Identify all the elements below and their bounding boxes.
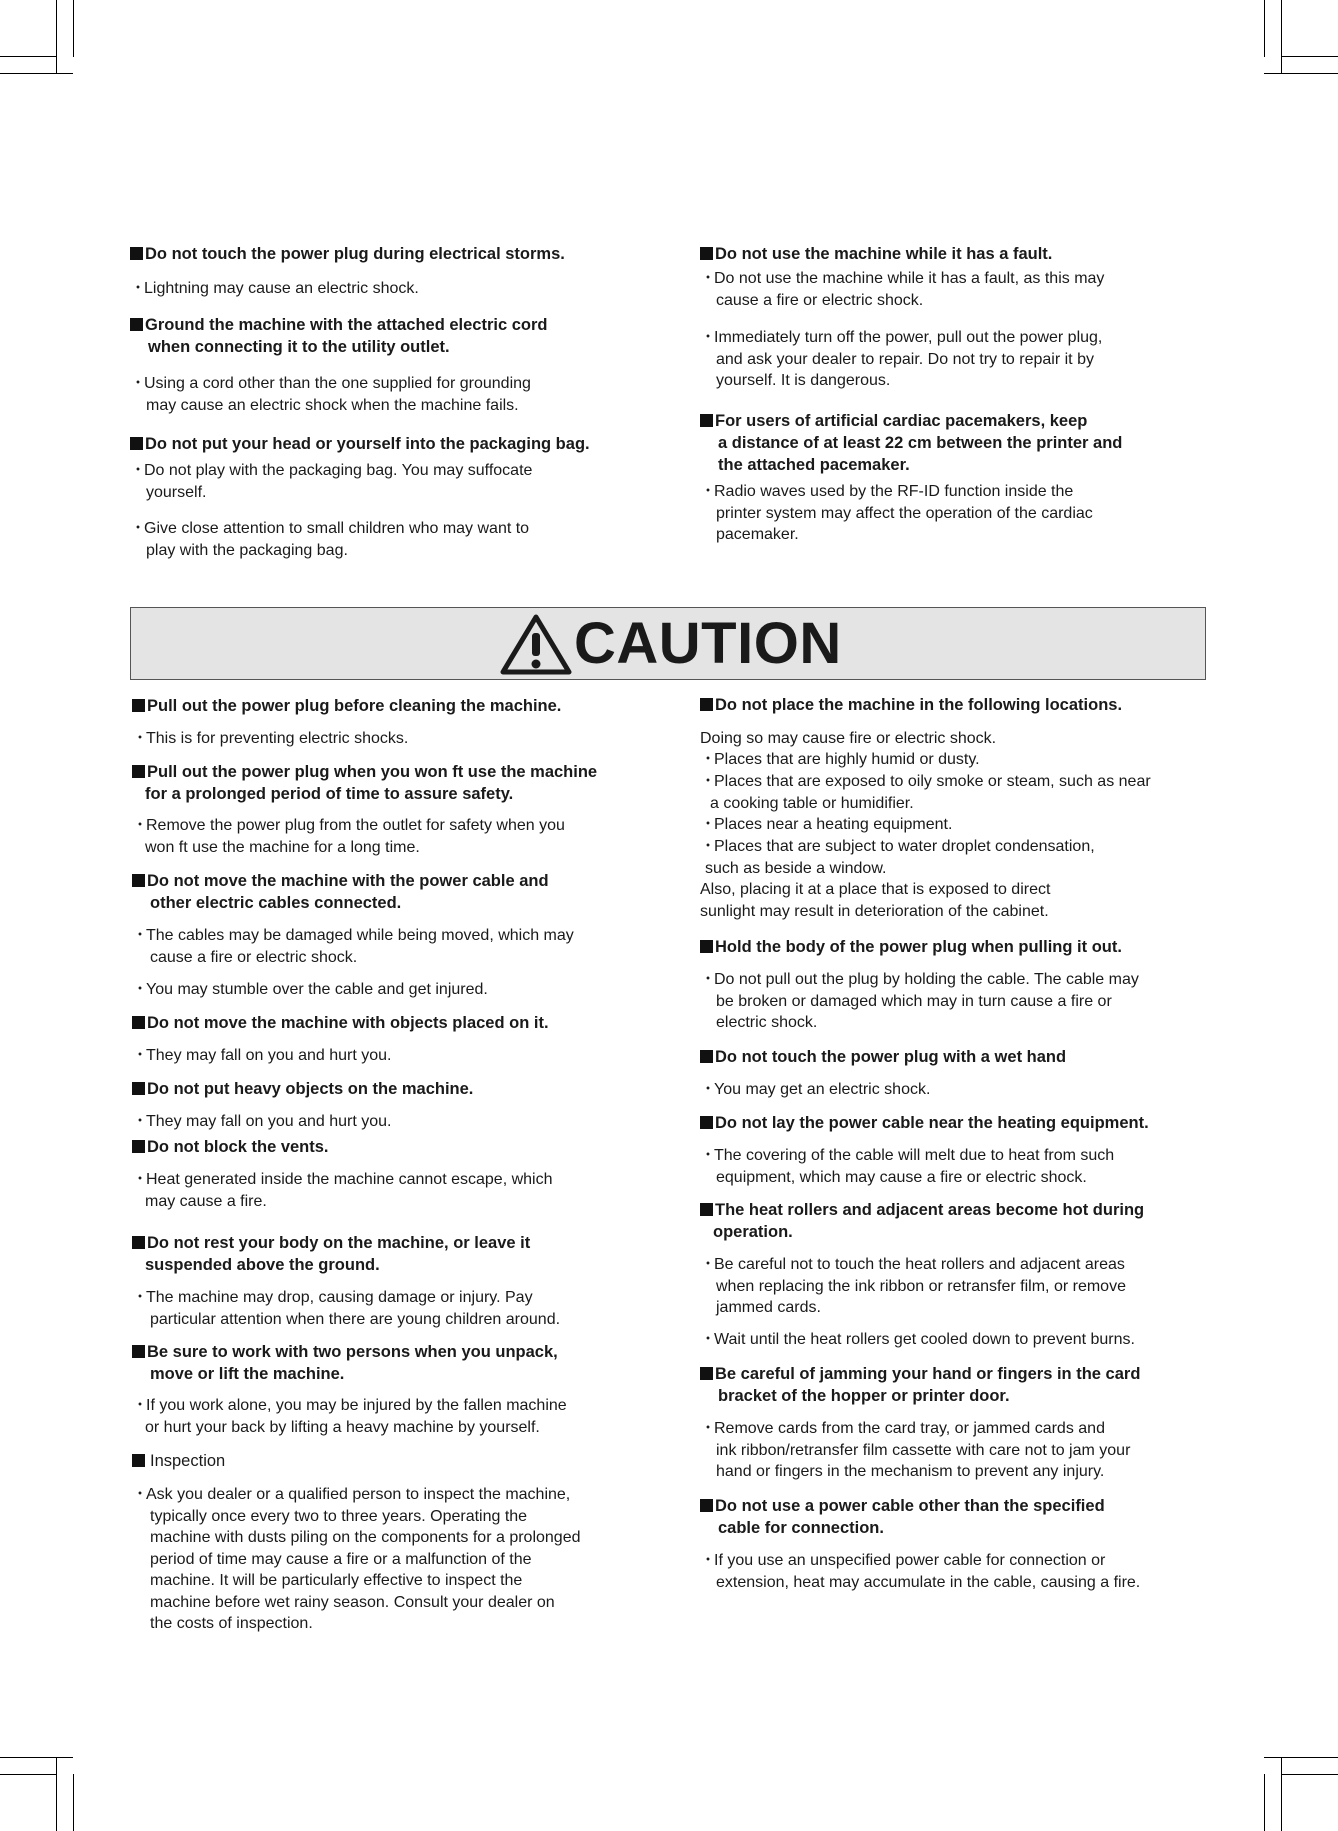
caution-word: CAUTION: [574, 611, 842, 676]
bullet-item: ・ You may get an electric shock.: [700, 1081, 931, 1098]
bullet-item: ・ Places near a heating equipment.: [700, 816, 953, 833]
section-heading: Do not touch the power plug during electrical storms.: [130, 243, 565, 265]
bullet-item: ・ Ask you dealer or a qualified person to inspect the machine, typically once every two to three years. Operating the machine with dusts piling on the components for a prolonged period of time may cause a fire or a malfunction of the machine. It will be particularly effective to inspect the machine before wet rainy season. Consult your dealer on the costs of inspection.: [132, 1486, 581, 1632]
crop-mark: [1281, 0, 1282, 73]
square-bullet-icon: [132, 1016, 145, 1029]
square-bullet-icon: [700, 1116, 713, 1129]
square-bullet-icon: [132, 1236, 145, 1249]
section-heading: Do not put heavy objects on the machine.: [132, 1078, 473, 1100]
outro-text: Also, placing it at a place that is exposed to direct sunlight may result in deterioration of the cabinet.: [700, 881, 1051, 920]
bullet-item: ・ They may fall on you and hurt you.: [132, 1047, 392, 1064]
bullet-item: ・ Do not play with the packaging bag. You may suffocate yourself.: [130, 462, 533, 501]
bullet-item: ・ Remove cards from the card tray, or jammed cards and ink ribbon/retransfer film cassette with care not to jam your hand or fingers in the mechanism to prevent any injury.: [700, 1420, 1131, 1480]
bullet-item: ・ Lightning may cause an electric shock.: [130, 280, 419, 297]
section-heading: Do not move the machine with objects placed on it.: [132, 1012, 549, 1034]
warning-triangle-icon: [500, 613, 572, 675]
section-heading: Do not use the machine while it has a fault.: [700, 243, 1052, 265]
square-bullet-icon: [700, 1499, 713, 1512]
caution-title: [500, 608, 842, 680]
section-heading: Be sure to work with two persons when you unpack, move or lift the machine.: [132, 1341, 558, 1385]
crop-mark: [56, 0, 57, 73]
section-heading: The heat rollers and adjacent areas become hot during operation.: [700, 1199, 1144, 1243]
bullet-item: ・ Remove the power plug from the outlet for safety when you won ft use the machine for a long time.: [132, 817, 565, 856]
square-bullet-icon: [130, 247, 143, 260]
square-bullet-icon: [132, 1140, 145, 1153]
section-heading: Ground the machine with the attached electric cord when connecting it to the utility outlet.: [130, 314, 548, 358]
section-heading: Do not block the vents.: [132, 1136, 329, 1158]
bullet-item: ・ Do not use the machine while it has a fault, as this may cause a fire or electric shock.: [700, 270, 1105, 309]
bullet-item: ・ Be careful not to touch the heat rollers and adjacent areas when replacing the ink ribbon or retransfer film, or remove jammed cards.: [700, 1256, 1126, 1316]
section-heading: Do not use a power cable other than the specified cable for connection.: [700, 1495, 1105, 1539]
square-bullet-icon: [130, 437, 143, 450]
section-heading: Do not put your head or yourself into the packaging bag.: [130, 433, 590, 455]
square-bullet-icon: [700, 698, 713, 711]
section-heading: Do not place the machine in the following locations.: [700, 694, 1122, 716]
crop-mark: [0, 1774, 57, 1775]
crop-mark: [56, 1757, 57, 1831]
bullet-item: ・ Using a cord other than the one supplied for grounding may cause an electric shock when the machine fails.: [130, 375, 531, 414]
square-bullet-icon: [700, 1050, 713, 1063]
square-bullet-icon: [132, 699, 145, 712]
bullet-item: ・ Places that are subject to water droplet condensation, such as beside a window.: [700, 838, 1095, 877]
bullet-item: ・ Give close attention to small children who may want to play with the packaging bag.: [130, 520, 530, 559]
square-bullet-icon: [132, 1345, 145, 1358]
crop-mark: [1281, 56, 1338, 57]
section-heading: For users of artificial cardiac pacemakers, keep a distance of at least 22 cm between the printer and the attached pacemaker.: [700, 410, 1122, 476]
section-heading: Do not move the machine with the power cable and other electric cables connected.: [132, 870, 549, 914]
section-heading: Hold the body of the power plug when pulling it out.: [700, 936, 1122, 958]
bullet-item: ・ They may fall on you and hurt you.: [132, 1113, 392, 1130]
intro-text: Doing so may cause fire or electric shock.: [700, 730, 997, 747]
section-heading: Do not touch the power plug with a wet hand: [700, 1046, 1066, 1068]
bullet-item: ・ Heat generated inside the machine cannot escape, which may cause a fire.: [132, 1171, 553, 1210]
crop-mark: [1281, 1774, 1338, 1775]
bullet-item: ・ The machine may drop, causing damage or injury. Pay particular attention when there are young children around.: [132, 1289, 561, 1328]
crop-mark: [1264, 1757, 1338, 1758]
square-bullet-icon: [700, 1367, 713, 1380]
square-bullet-icon: [700, 414, 713, 427]
bullet-item: ・ This is for preventing electric shocks.: [132, 730, 409, 747]
crop-mark: [0, 73, 73, 74]
bullet-item: ・ Wait until the heat rollers get cooled down to prevent burns.: [700, 1331, 1135, 1348]
square-bullet-icon: [130, 318, 143, 331]
bullet-item: ・ The cables may be damaged while being moved, which may cause a fire or electric shock.: [132, 927, 574, 966]
crop-mark: [1264, 73, 1338, 74]
bullet-item: ・ If you work alone, you may be injured by the fallen machine or hurt your back by lifting a heavy machine by yourself.: [132, 1397, 567, 1436]
crop-mark: [1281, 1757, 1282, 1831]
bullet-item: ・ You may stumble over the cable and get injured.: [132, 981, 488, 998]
crop-mark: [0, 1757, 73, 1758]
square-bullet-icon: [132, 765, 145, 778]
bullet-item: ・ Places that are exposed to oily smoke or steam, such as near a cooking table or humidifier.: [700, 773, 1151, 812]
section-heading: Do not rest your body on the machine, or leave it suspended above the ground.: [132, 1232, 530, 1276]
square-bullet-icon: [132, 874, 145, 887]
crop-mark: [1264, 0, 1265, 57]
square-bullet-icon: [132, 1454, 145, 1467]
bullet-item: ・ Immediately turn off the power, pull out the power plug, and ask your dealer to repair. Do not try to repair it by yourself. It is dangerous.: [700, 329, 1103, 389]
section-heading: Pull out the power plug when you won ft use the machine for a prolonged period of time to assure safety.: [132, 761, 597, 805]
bullet-item: ・ The covering of the cable will melt due to heat from such equipment, which may cause a fire or electric shock.: [700, 1147, 1115, 1186]
square-bullet-icon: [700, 1203, 713, 1216]
crop-mark: [73, 1774, 74, 1831]
section-heading: Inspection: [132, 1450, 225, 1472]
crop-mark: [0, 56, 57, 57]
section-heading: Do not lay the power cable near the heating equipment.: [700, 1112, 1149, 1134]
square-bullet-icon: [132, 1082, 145, 1095]
bullet-item: ・ Do not pull out the plug by holding the cable. The cable may be broken or damaged which may in turn cause a fire or electric shock.: [700, 971, 1139, 1031]
square-bullet-icon: [700, 247, 713, 260]
section-heading: Be careful of jamming your hand or fingers in the card bracket of the hopper or printer door.: [700, 1363, 1140, 1407]
bullet-item: ・ If you use an unspecified power cable for connection or extension, heat may accumulate in the cable, causing a fire.: [700, 1552, 1141, 1591]
section-heading: Pull out the power plug before cleaning the machine.: [132, 695, 561, 717]
square-bullet-icon: [700, 940, 713, 953]
crop-mark: [1264, 1774, 1265, 1831]
bullet-item: ・ Places that are highly humid or dusty.: [700, 751, 980, 768]
bullet-item: ・ Radio waves used by the RF-ID function inside the printer system may affect the operation of the cardiac pacemaker.: [700, 483, 1093, 543]
crop-mark: [73, 0, 74, 57]
